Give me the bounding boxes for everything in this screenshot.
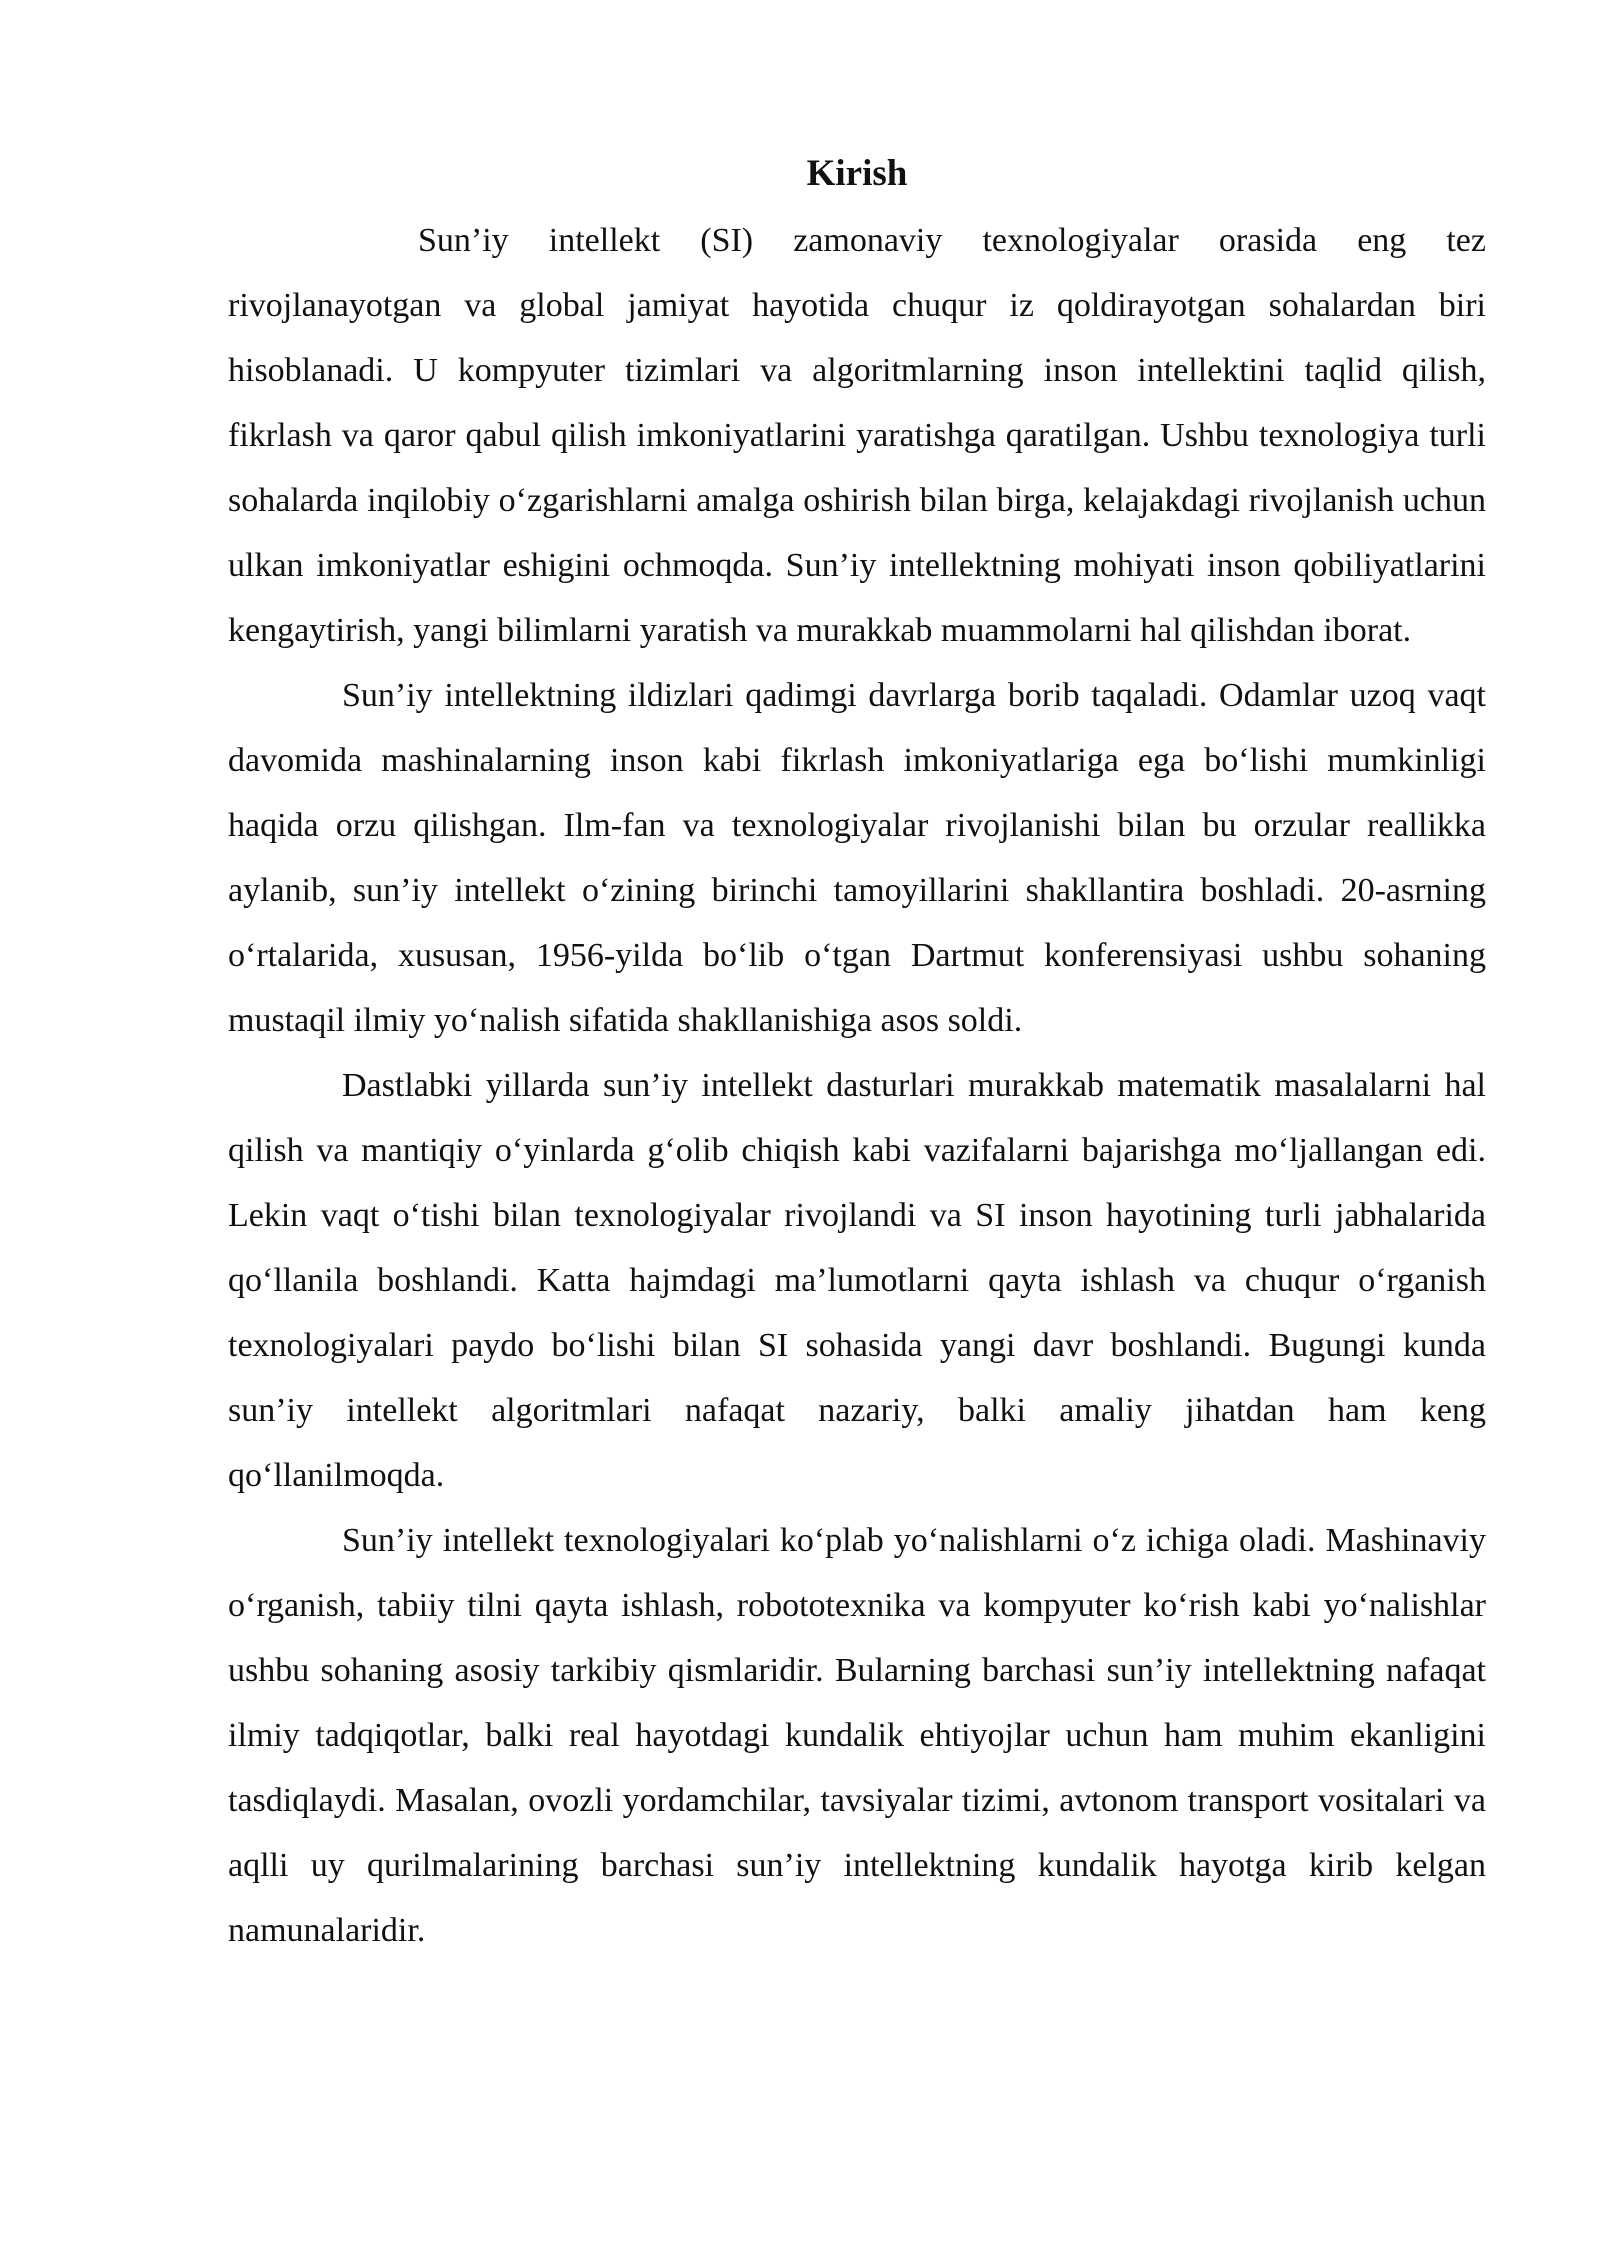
page-title: Kirish — [806, 153, 908, 194]
paragraph-intro: Sun’iy intellekt (SI) zamonaviy texnologiyalar orasida eng tez rivojlanayotgan va global jamiyat hayotida chuqur iz qoldirayotgan sohalardan biri hisoblanadi. U kompyuter tizimlari va algoritmlarning inson intellektini taqlid qilish, fikrlash va qaror qabul qilish imkoniyatlarini yaratishga qaratilgan. Ushbu texnologiya turli sohalarda inqilobiy o‘zgarishlarni amalga oshirish bilan birga, kelajakdagi rivojlanish uchun ulkan imkoniyatlar eshigini ochmoqda. Sun’iy intellektning mohiyati inson qobiliyatlarini kengaytirish, yangi bilimlarni yaratish va murakkab muammolarni hal qilishdan iborat. — [228, 222, 1486, 649]
paragraph-early-years: Dastlabki yillarda sun’iy intellekt dasturlari murakkab matematik masalalarni hal qilish va mantiqiy o‘yinlarda g‘olib chiqish kabi vazifalarni bajarishga mo‘ljallangan edi. Lekin vaqt o‘tishi bilan texnologiyalar rivojlandi va SI inson hayotining turli jabhalarida qo‘llanila boshlandi. Katta hajmdagi ma’lumotlarni qayta ishlash va chuqur o‘rganish texnologiyalari paydo bo‘lishi bilan SI sohasida yangi davr boshlandi. Bugungi kunda sun’iy intellekt algoritmlari nafaqat nazariy, balki amaliy jihatdan ham keng qo‘llanilmoqda. — [228, 1067, 1486, 1494]
document-body — [228, 148, 1486, 1963]
paragraph-directions: Sun’iy intellekt texnologiyalari ko‘plab yo‘nalishlarni o‘z ichiga oladi. Mashinaviy o‘rganish, tabiiy tilni qayta ishlash, robototexnika va kompyuter ko‘rish kabi yo‘nalishlar ushbu sohaning asosiy tarkibiy qismlaridir. Bularning barchasi sun’iy intellektning nafaqat ilmiy tadqiqotlar, balki real hayotdagi kundalik ehtiyojlar uchun ham muhim ekanligini tasdiqlaydi. Masalan, ovozli yordamchilar, tavsiyalar tizimi, avtonom transport vositalari va aqlli uy qurilmalarining barchasi sun’iy intellektning kundalik hayotga kirib kelgan namunalaridir. — [228, 1522, 1486, 1949]
paragraph-history: Sun’iy intellektning ildizlari qadimgi davrlarga borib taqaladi. Odamlar uzoq vaqt davomida mashinalarning inson kabi fikrlash imkoniyatlariga ega bo‘lishi mumkinligi haqida orzu qilishgan. Ilm-fan va texnologiyalar rivojlanishi bilan bu orzular reallikka aylanib, sun’iy intellekt o‘zining birinchi tamoyillarini shakllantira boshladi. 20-asrning o‘rtalarida, xususan, 1956-yilda bo‘lib o‘tgan Dartmut konferensiyasi ushbu sohaning mustaqil ilmiy yo‘nalish sifatida shakllanishiga asos soldi. — [228, 677, 1486, 1039]
